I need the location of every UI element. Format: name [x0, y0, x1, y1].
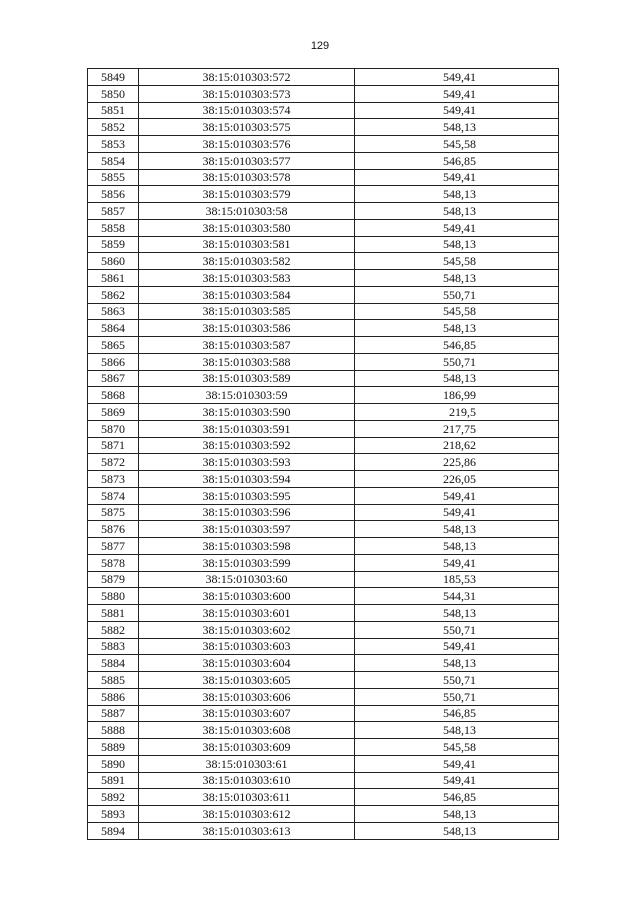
table-row [88, 822, 559, 839]
cadastral-number-cell: 38:15:010303:596 [139, 504, 355, 521]
table-row [88, 102, 559, 119]
cadastral-number-cell: 38:15:010303:589 [139, 370, 355, 387]
value-cell: 218,62 [355, 437, 559, 454]
value-cell: 544,31 [355, 588, 559, 605]
cadastral-number-cell: 38:15:010303:607 [139, 705, 355, 722]
row-number-cell: 5866 [88, 353, 139, 370]
table-row [88, 538, 559, 555]
row-number-cell: 5884 [88, 655, 139, 672]
table-row [88, 337, 559, 354]
row-number-cell: 5886 [88, 688, 139, 705]
value-cell: 549,41 [355, 504, 559, 521]
value-cell: 548,13 [355, 806, 559, 823]
row-number-cell: 5880 [88, 588, 139, 605]
row-number-cell: 5873 [88, 471, 139, 488]
cadastral-number-cell: 38:15:010303:609 [139, 739, 355, 756]
cadastral-number-cell: 38:15:010303:60 [139, 571, 355, 588]
table-row [88, 588, 559, 605]
row-number-cell: 5887 [88, 705, 139, 722]
row-number-cell: 5854 [88, 152, 139, 169]
value-cell: 548,13 [355, 186, 559, 203]
value-cell: 546,85 [355, 152, 559, 169]
row-number-cell: 5855 [88, 169, 139, 186]
table-row [88, 504, 559, 521]
table-row [88, 672, 559, 689]
table-row [88, 487, 559, 504]
cadastral-number-cell: 38:15:010303:601 [139, 605, 355, 622]
cadastral-number-cell: 38:15:010303:594 [139, 471, 355, 488]
table-row [88, 270, 559, 287]
row-number-cell: 5865 [88, 337, 139, 354]
cadastral-number-cell: 38:15:010303:579 [139, 186, 355, 203]
row-number-cell: 5872 [88, 454, 139, 471]
cadastral-number-cell: 38:15:010303:58 [139, 203, 355, 220]
row-number-cell: 5856 [88, 186, 139, 203]
value-cell: 549,41 [355, 554, 559, 571]
table-row [88, 404, 559, 421]
cadastral-number-cell: 38:15:010303:586 [139, 320, 355, 337]
table-row [88, 203, 559, 220]
row-number-cell: 5881 [88, 605, 139, 622]
cadastral-number-cell: 38:15:010303:608 [139, 722, 355, 739]
value-cell: 548,13 [355, 119, 559, 136]
value-cell: 548,13 [355, 822, 559, 839]
page-number: 129 [310, 40, 330, 52]
table-row [88, 638, 559, 655]
row-number-cell: 5874 [88, 487, 139, 504]
row-number-cell: 5850 [88, 85, 139, 102]
row-number-cell: 5868 [88, 387, 139, 404]
value-cell: 549,41 [355, 102, 559, 119]
table-row [88, 320, 559, 337]
row-number-cell: 5889 [88, 739, 139, 756]
table-row [88, 655, 559, 672]
cadastral-number-cell: 38:15:010303:572 [139, 69, 355, 86]
table-row [88, 186, 559, 203]
cadastral-number-cell: 38:15:010303:582 [139, 253, 355, 270]
cadastral-number-cell: 38:15:010303:604 [139, 655, 355, 672]
row-number-cell: 5858 [88, 219, 139, 236]
cadastral-number-cell: 38:15:010303:580 [139, 219, 355, 236]
table-row [88, 169, 559, 186]
value-cell: 219,5 [355, 404, 559, 421]
value-cell: 549,41 [355, 638, 559, 655]
value-cell: 546,85 [355, 789, 559, 806]
row-number-cell: 5894 [88, 822, 139, 839]
table-row [88, 370, 559, 387]
value-cell: 550,71 [355, 353, 559, 370]
cadastral-number-cell: 38:15:010303:592 [139, 437, 355, 454]
table-row [88, 789, 559, 806]
table-row [88, 219, 559, 236]
cadastral-number-cell: 38:15:010303:59 [139, 387, 355, 404]
row-number-cell: 5859 [88, 236, 139, 253]
cadastral-number-cell: 38:15:010303:574 [139, 102, 355, 119]
table-row [88, 303, 559, 320]
table-row [88, 136, 559, 153]
table-row [88, 420, 559, 437]
table-row [88, 437, 559, 454]
row-number-cell: 5869 [88, 404, 139, 421]
cadastral-number-cell: 38:15:010303:575 [139, 119, 355, 136]
table-row [88, 688, 559, 705]
cadastral-number-cell: 38:15:010303:585 [139, 303, 355, 320]
value-cell: 545,58 [355, 739, 559, 756]
cadastral-number-cell: 38:15:010303:583 [139, 270, 355, 287]
value-cell: 226,05 [355, 471, 559, 488]
table-row [88, 119, 559, 136]
value-cell: 548,13 [355, 320, 559, 337]
value-cell: 545,58 [355, 303, 559, 320]
value-cell: 549,41 [355, 755, 559, 772]
table-row [88, 85, 559, 102]
row-number-cell: 5879 [88, 571, 139, 588]
value-cell: 548,13 [355, 605, 559, 622]
table-row [88, 454, 559, 471]
cadastral-number-cell: 38:15:010303:581 [139, 236, 355, 253]
row-number-cell: 5870 [88, 420, 139, 437]
value-cell: 548,13 [355, 370, 559, 387]
table-row [88, 554, 559, 571]
cadastral-number-cell: 38:15:010303:598 [139, 538, 355, 555]
value-cell: 217,75 [355, 420, 559, 437]
row-number-cell: 5867 [88, 370, 139, 387]
table-row [88, 152, 559, 169]
value-cell: 546,85 [355, 705, 559, 722]
cadastral-number-cell: 38:15:010303:600 [139, 588, 355, 605]
value-cell: 545,58 [355, 253, 559, 270]
cadastral-number-cell: 38:15:010303:611 [139, 789, 355, 806]
value-cell: 550,71 [355, 672, 559, 689]
row-number-cell: 5877 [88, 538, 139, 555]
row-number-cell: 5849 [88, 69, 139, 86]
table-row [88, 755, 559, 772]
cadastral-number-cell: 38:15:010303:595 [139, 487, 355, 504]
value-cell: 545,58 [355, 136, 559, 153]
row-number-cell: 5890 [88, 755, 139, 772]
value-cell: 548,13 [355, 538, 559, 555]
table-row [88, 387, 559, 404]
value-cell: 549,41 [355, 219, 559, 236]
value-cell: 549,41 [355, 69, 559, 86]
row-number-cell: 5885 [88, 672, 139, 689]
table-row [88, 739, 559, 756]
table-row [88, 621, 559, 638]
cadastral-number-cell: 38:15:010303:605 [139, 672, 355, 689]
cadastral-number-cell: 38:15:010303:587 [139, 337, 355, 354]
table-body [88, 69, 559, 840]
table-row [88, 353, 559, 370]
cadastral-number-cell: 38:15:010303:573 [139, 85, 355, 102]
value-cell: 225,86 [355, 454, 559, 471]
row-number-cell: 5893 [88, 806, 139, 823]
table-row [88, 471, 559, 488]
row-number-cell: 5857 [88, 203, 139, 220]
row-number-cell: 5864 [88, 320, 139, 337]
table-row [88, 705, 559, 722]
row-number-cell: 5883 [88, 638, 139, 655]
row-number-cell: 5853 [88, 136, 139, 153]
cadastral-number-cell: 38:15:010303:610 [139, 772, 355, 789]
row-number-cell: 5863 [88, 303, 139, 320]
cadastral-number-cell: 38:15:010303:602 [139, 621, 355, 638]
value-cell: 550,71 [355, 286, 559, 303]
value-cell: 550,71 [355, 688, 559, 705]
cadastral-number-cell: 38:15:010303:612 [139, 806, 355, 823]
row-number-cell: 5882 [88, 621, 139, 638]
value-cell: 549,41 [355, 169, 559, 186]
value-cell: 549,41 [355, 85, 559, 102]
cadastral-table [87, 68, 559, 840]
row-number-cell: 5878 [88, 554, 139, 571]
cadastral-number-cell: 38:15:010303:593 [139, 454, 355, 471]
value-cell: 548,13 [355, 270, 559, 287]
cadastral-number-cell: 38:15:010303:61 [139, 755, 355, 772]
table-row [88, 286, 559, 303]
row-number-cell: 5861 [88, 270, 139, 287]
row-number-cell: 5876 [88, 521, 139, 538]
value-cell: 185,53 [355, 571, 559, 588]
table-row [88, 722, 559, 739]
row-number-cell: 5862 [88, 286, 139, 303]
cadastral-number-cell: 38:15:010303:576 [139, 136, 355, 153]
value-cell: 550,71 [355, 621, 559, 638]
table-row [88, 806, 559, 823]
value-cell: 549,41 [355, 487, 559, 504]
value-cell: 548,13 [355, 236, 559, 253]
value-cell: 548,13 [355, 521, 559, 538]
cadastral-number-cell: 38:15:010303:613 [139, 822, 355, 839]
table-row [88, 236, 559, 253]
value-cell: 186,99 [355, 387, 559, 404]
row-number-cell: 5852 [88, 119, 139, 136]
cadastral-number-cell: 38:15:010303:590 [139, 404, 355, 421]
value-cell: 549,41 [355, 772, 559, 789]
cadastral-number-cell: 38:15:010303:599 [139, 554, 355, 571]
cadastral-number-cell: 38:15:010303:588 [139, 353, 355, 370]
table-row [88, 772, 559, 789]
cadastral-number-cell: 38:15:010303:584 [139, 286, 355, 303]
value-cell: 548,13 [355, 722, 559, 739]
row-number-cell: 5888 [88, 722, 139, 739]
table-row [88, 253, 559, 270]
cadastral-number-cell: 38:15:010303:591 [139, 420, 355, 437]
cadastral-number-cell: 38:15:010303:597 [139, 521, 355, 538]
row-number-cell: 5851 [88, 102, 139, 119]
row-number-cell: 5892 [88, 789, 139, 806]
value-cell: 548,13 [355, 203, 559, 220]
cadastral-number-cell: 38:15:010303:578 [139, 169, 355, 186]
value-cell: 548,13 [355, 655, 559, 672]
table-row [88, 605, 559, 622]
table-row [88, 521, 559, 538]
cadastral-number-cell: 38:15:010303:606 [139, 688, 355, 705]
row-number-cell: 5891 [88, 772, 139, 789]
value-cell: 546,85 [355, 337, 559, 354]
row-number-cell: 5860 [88, 253, 139, 270]
row-number-cell: 5871 [88, 437, 139, 454]
row-number-cell: 5875 [88, 504, 139, 521]
table-row [88, 571, 559, 588]
cadastral-number-cell: 38:15:010303:603 [139, 638, 355, 655]
cadastral-number-cell: 38:15:010303:577 [139, 152, 355, 169]
table-row [88, 69, 559, 86]
